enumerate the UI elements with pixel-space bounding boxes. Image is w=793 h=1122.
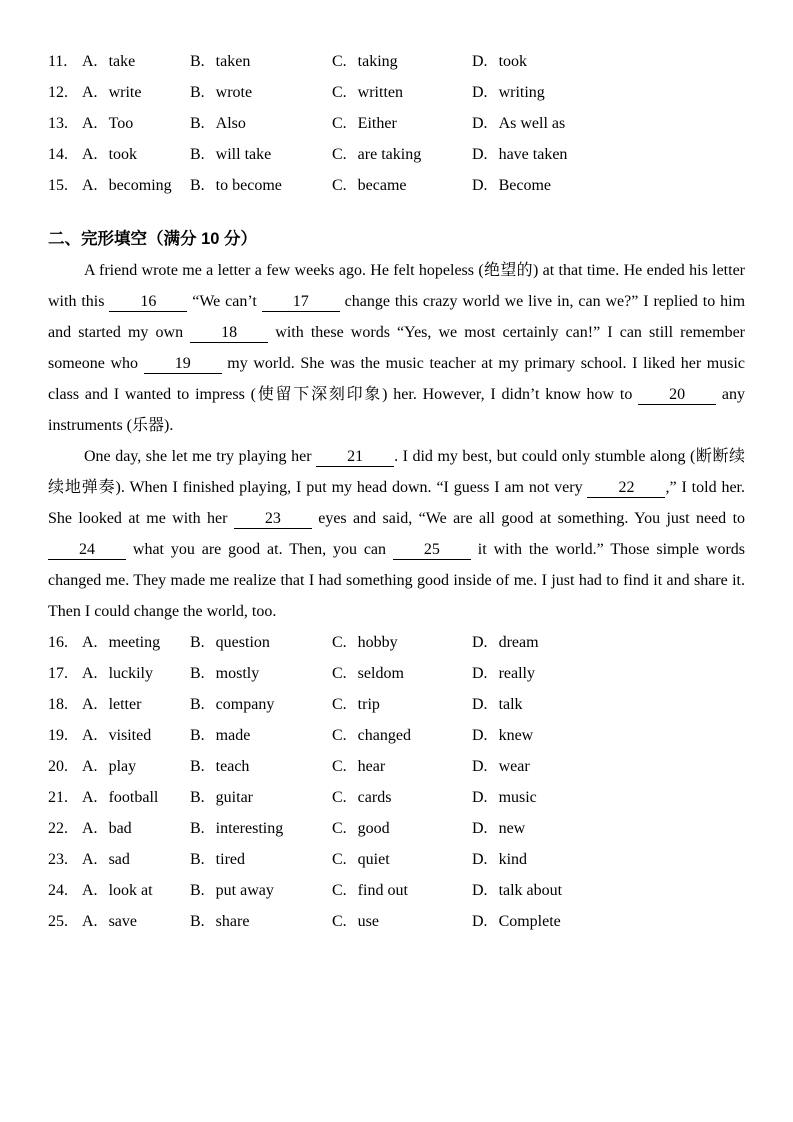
option-letter: B. [190,913,205,930]
option-text: cards [357,789,392,806]
option-cell [472,813,745,844]
option-cell [332,658,472,689]
option-cell [472,844,745,875]
option-letter: C. [332,789,347,806]
option-cell [82,720,190,751]
question-number: 12. [48,84,68,101]
passage-text: eyes and said, “We are all good at something. You just need to [311,510,746,527]
option-text: put away [215,882,274,899]
question-number: 16. [48,634,68,651]
option-text: becoming [108,177,172,194]
question-number: 23. [48,851,68,868]
option-text: written [357,84,403,101]
blank-22: 22 [587,478,665,498]
option-text: hobby [357,634,398,651]
option-cell [190,751,332,782]
option-cell [332,906,472,937]
option-text: talk [498,696,523,713]
passage-text: any instruments (乐器). [48,386,745,434]
option-letter: D. [472,913,488,930]
option-cell [332,77,472,108]
option-text: wear [498,758,530,775]
question-number: 14. [48,146,68,163]
blank-23: 23 [234,509,312,529]
question-number: 20. [48,758,68,775]
option-text: trip [357,696,380,713]
blank-19: 19 [144,354,222,374]
question-row [48,46,745,77]
option-text: save [108,913,137,930]
option-text: write [108,84,142,101]
option-cell [332,720,472,751]
option-cell [190,906,332,937]
option-cell [190,875,332,906]
question-number: 18. [48,696,68,713]
option-cell [190,77,332,108]
option-text: mostly [215,665,260,682]
option-text: talk about [498,882,563,899]
option-text: visited [108,727,152,744]
option-cell [82,108,190,139]
option-letter: C. [332,696,347,713]
option-text: question [215,634,270,651]
option-text: kind [498,851,528,868]
option-cell [332,844,472,875]
option-letter: B. [190,665,205,682]
option-cell [332,875,472,906]
option-text: teach [215,758,250,775]
option-text: good [357,820,390,837]
blank-20: 20 [638,385,716,405]
option-cell [82,782,190,813]
question-number: 24. [48,882,68,899]
option-text: took [498,53,528,70]
passage-text: it with the world.” Those simple words changed me. They made me realize that I had something good inside of me. I just had to find it and share it. Then I could change the world, too. [48,541,745,620]
option-text: Complete [498,913,561,930]
option-cell [332,139,472,170]
option-text: took [108,146,138,163]
passage-text: . I did my best, but could only stumble along (断断续续地弹奏). When I finished playing, I put my head down. “I guess I am not very [48,448,745,496]
option-text: will take [215,146,272,163]
passage-text: A friend wrote me a letter a few weeks ago. He felt hopeless (绝望的) at that time. He ended his letter with this [48,262,745,310]
option-cell [472,627,745,658]
question-row [48,782,745,813]
question-row [48,77,745,108]
question-row [48,627,745,658]
option-letter: A. [82,634,98,651]
passage-text: “We can’t [187,293,262,310]
option-cell [82,658,190,689]
questions-11-15 [48,46,745,201]
option-cell [472,108,745,139]
passage-text: ,” I told her. She looked at me with her [48,479,745,527]
option-text: writing [498,84,545,101]
option-letter: A. [82,696,98,713]
option-text: share [215,913,250,930]
option-text: hear [357,758,386,775]
option-letter: D. [472,758,488,775]
option-letter: C. [332,115,347,132]
option-letter: C. [332,665,347,682]
option-text: take [108,53,136,70]
option-letter: A. [82,882,98,899]
option-letter: C. [332,53,347,70]
option-cell [82,627,190,658]
option-letter: A. [82,851,98,868]
option-letter: D. [472,634,488,651]
option-letter: A. [82,789,98,806]
question-row [48,170,745,201]
option-text: Either [357,115,397,132]
question-row [48,751,745,782]
question-number: 25. [48,913,68,930]
option-cell [82,813,190,844]
option-cell [332,813,472,844]
option-cell [82,170,190,201]
question-row [48,658,745,689]
option-cell [472,46,745,77]
option-letter: A. [82,177,98,194]
option-cell [190,46,332,77]
option-cell [332,689,472,720]
option-cell [82,689,190,720]
option-letter: D. [472,115,488,132]
option-text: have taken [498,146,568,163]
option-letter: A. [82,820,98,837]
option-letter: A. [82,665,98,682]
question-number: 22. [48,820,68,837]
option-text: sad [108,851,130,868]
option-cell [190,813,332,844]
option-text: really [498,665,535,682]
passage-text: what you are good at. Then, you can [126,541,393,558]
option-letter: B. [190,882,205,899]
option-text: quiet [357,851,390,868]
question-number: 15. [48,177,68,194]
option-cell [472,782,745,813]
option-letter: A. [82,115,98,132]
option-letter: D. [472,53,488,70]
passage-text: One day, she let me try playing her [84,448,317,465]
option-cell [82,751,190,782]
option-cell [190,782,332,813]
option-text: look at [108,882,153,899]
question-row [48,720,745,751]
blank-24: 24 [48,540,126,560]
option-text: luckily [108,665,153,682]
option-cell [190,170,332,201]
question-row [48,813,745,844]
option-letter: B. [190,84,205,101]
option-letter: B. [190,146,205,163]
option-letter: D. [472,851,488,868]
option-letter: A. [82,758,98,775]
cloze-passage [48,255,745,627]
option-text: seldom [357,665,404,682]
option-cell [472,689,745,720]
option-letter: B. [190,115,205,132]
blank-25: 25 [393,540,471,560]
option-letter: D. [472,84,488,101]
option-text: Become [498,177,551,194]
option-letter: A. [82,727,98,744]
option-text: meeting [108,634,161,651]
option-text: use [357,913,379,930]
option-cell [82,906,190,937]
option-cell [190,139,332,170]
option-cell [332,108,472,139]
option-letter: C. [332,882,347,899]
option-letter: C. [332,913,347,930]
option-text: Too [108,115,134,132]
question-row [48,139,745,170]
option-letter: D. [472,696,488,713]
passage-paragraph [48,255,745,441]
question-row [48,108,745,139]
option-cell [190,720,332,751]
question-number: 13. [48,115,68,132]
option-letter: D. [472,820,488,837]
option-letter: B. [190,634,205,651]
blank-21: 21 [316,447,394,467]
questions-16-25 [48,627,745,937]
question-row [48,689,745,720]
option-letter: C. [332,146,347,163]
option-letter: D. [472,727,488,744]
option-cell [332,627,472,658]
option-letter: B. [190,696,205,713]
option-letter: D. [472,882,488,899]
option-cell [82,46,190,77]
question-number: 17. [48,665,68,682]
option-cell [190,658,332,689]
option-cell [332,46,472,77]
option-text: find out [357,882,408,899]
option-text: taking [357,53,398,70]
option-letter: A. [82,146,98,163]
option-cell [472,139,745,170]
option-cell [82,77,190,108]
passage-text: my world. She was the music teacher at my primary school. I liked her music class and I wanted to impress (使留下深刻印象) her. However, I didn’t know how to [48,355,746,403]
option-letter: D. [472,665,488,682]
option-text: interesting [215,820,284,837]
option-cell [190,844,332,875]
option-text: new [498,820,526,837]
option-cell [472,751,745,782]
option-text: to become [215,177,282,194]
option-text: wrote [215,84,253,101]
option-text: are taking [357,146,422,163]
option-text: letter [108,696,142,713]
option-letter: C. [332,851,347,868]
option-cell [332,170,472,201]
option-text: taken [215,53,251,70]
option-text: made [215,727,251,744]
option-letter: C. [332,727,347,744]
option-cell [190,108,332,139]
option-text: football [108,789,159,806]
option-text: guitar [215,789,253,806]
option-letter: C. [332,820,347,837]
option-cell [190,689,332,720]
option-cell [472,906,745,937]
option-letter: C. [332,634,347,651]
option-letter: D. [472,177,488,194]
option-cell [82,139,190,170]
option-letter: C. [332,177,347,194]
option-letter: B. [190,758,205,775]
option-text: changed [357,727,411,744]
option-cell [82,844,190,875]
option-text: music [498,789,537,806]
option-letter: B. [190,789,205,806]
option-text: dream [498,634,539,651]
question-number: 21. [48,789,68,806]
option-letter: C. [332,84,347,101]
option-cell [190,627,332,658]
option-letter: C. [332,758,347,775]
option-letter: D. [472,146,488,163]
option-letter: A. [82,53,98,70]
option-letter: B. [190,53,205,70]
passage-text: change this crazy world we live in, can we?” I replied to him and started my own [48,293,746,341]
option-cell [472,720,745,751]
option-cell [332,751,472,782]
blank-17: 17 [262,292,340,312]
option-text: play [108,758,137,775]
passage-paragraph [48,441,745,627]
question-row [48,906,745,937]
section-title: 二、完形填空（满分 10 分） [48,230,258,248]
option-letter: B. [190,177,205,194]
option-letter: B. [190,851,205,868]
question-number: 11. [48,53,68,70]
option-letter: B. [190,727,205,744]
option-cell [472,170,745,201]
option-text: As well as [498,115,566,132]
option-cell [82,875,190,906]
option-cell [472,77,745,108]
option-cell [472,658,745,689]
option-text: company [215,696,275,713]
option-text: knew [498,727,534,744]
blank-18: 18 [190,323,268,343]
option-cell [472,875,745,906]
option-letter: A. [82,84,98,101]
option-letter: B. [190,820,205,837]
option-text: Also [215,115,246,132]
option-text: bad [108,820,132,837]
question-row [48,875,745,906]
option-letter: D. [472,789,488,806]
option-text: tired [215,851,245,868]
passage-text: with these words “Yes, we most certainly can!” I can still remember someone who [48,324,746,372]
blank-16: 16 [109,292,187,312]
option-cell [332,782,472,813]
question-number: 19. [48,727,68,744]
question-row [48,844,745,875]
option-letter: A. [82,913,98,930]
option-text: became [357,177,407,194]
